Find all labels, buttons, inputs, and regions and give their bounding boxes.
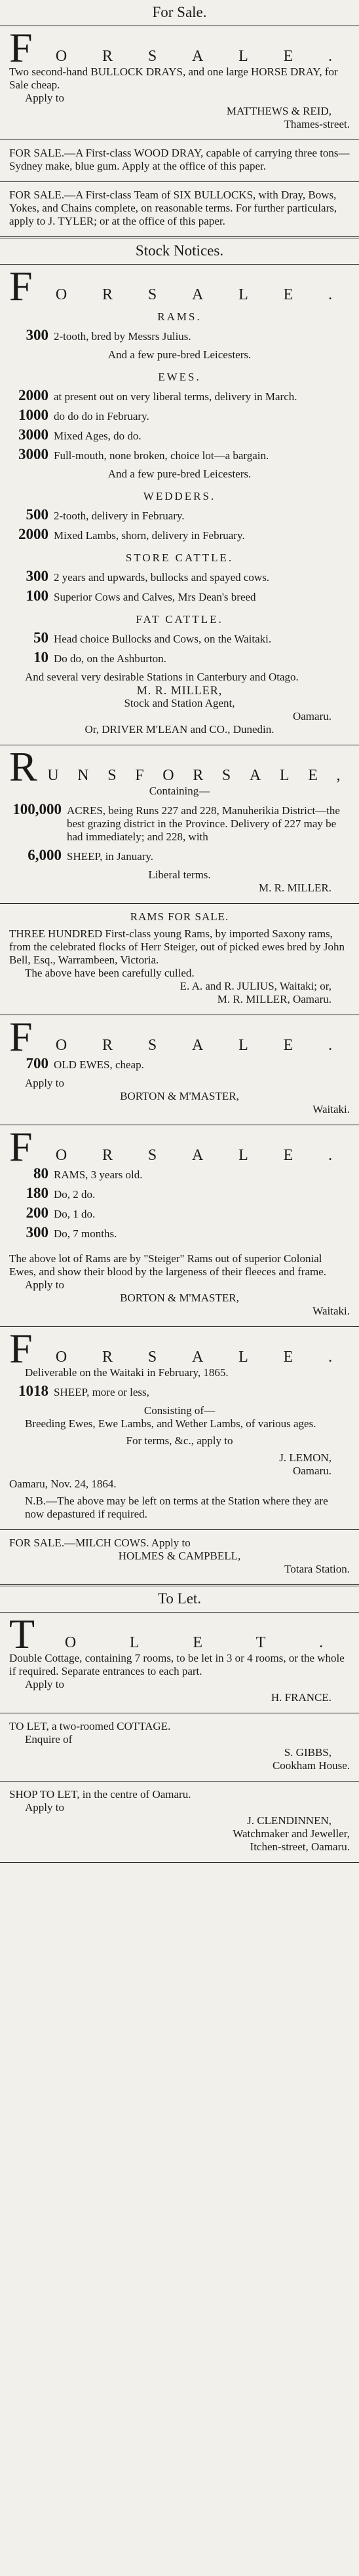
quantity: 180 xyxy=(26,1185,48,1201)
ad-text: Double Cottage, containing 7 rooms, to be let in 3 or 4 rooms, or the whole if required. Separate entrances to each part. xyxy=(9,1652,345,1677)
subheading-fat-cattle: FAT CATTLE. xyxy=(136,613,223,625)
advertiser-name: M. R. MILLER. xyxy=(259,882,331,894)
ad-text: TO LET, a two-roomed COTTAGE. xyxy=(9,1720,171,1732)
description: Superior Cows and Calves, Mrs Dean's breed xyxy=(54,591,256,603)
note: Deliverable on the Waitaki in February, 1865. xyxy=(25,1366,229,1379)
ad-note: N.B.—The above may be left on terms at the Station where they are now depastured if required. xyxy=(25,1495,328,1520)
ad-heading: O R S A L E . xyxy=(55,286,333,303)
note: Liberal terms. xyxy=(148,868,211,881)
ad-rams-borton xyxy=(0,1125,359,1327)
drop-cap: F xyxy=(9,24,33,71)
description: Do, 2 do. xyxy=(54,1188,96,1201)
quantity: 10 xyxy=(33,649,48,665)
advertiser-address: Thames-street. xyxy=(284,118,350,130)
stock-line xyxy=(9,389,350,403)
ad-text: Two second-hand BULLOCK DRAYS, and one large HORSE DRAY, for Sale cheap. xyxy=(9,65,338,91)
stock-line xyxy=(9,448,350,462)
stock-line xyxy=(9,1226,350,1241)
section-header-to-let: To Let. xyxy=(0,1586,359,1613)
stock-line xyxy=(9,631,350,646)
apply-line: Apply to xyxy=(25,1801,64,1814)
description: Do, 1 do. xyxy=(54,1208,96,1220)
apply-line: Apply to xyxy=(25,1279,64,1291)
drop-cap: F xyxy=(9,263,33,309)
ad-heading: O L E T . xyxy=(64,1634,324,1651)
ad-milch-cows xyxy=(0,1530,359,1586)
subheading-rams: RAMS. xyxy=(157,310,202,323)
quantity: 6,000 xyxy=(28,847,62,863)
drop-cap: F xyxy=(9,1123,33,1170)
ad-rams-for-sale xyxy=(0,904,359,1015)
advertiser-name: BORTON & M'MASTER, xyxy=(120,1292,239,1304)
stock-line xyxy=(9,589,350,604)
advertiser-address: Waitaki. xyxy=(312,1103,350,1115)
quantity: 3000 xyxy=(18,426,48,443)
quantity: 2000 xyxy=(18,387,48,403)
description: do do do in February. xyxy=(54,410,149,422)
description: SHEEP, more or less, xyxy=(54,1386,149,1398)
quantity: 500 xyxy=(26,506,48,523)
advertiser-name: HOLMES & CAMPBELL, xyxy=(118,1550,241,1562)
ad-heading: U N S F O R S A L E , xyxy=(47,767,341,784)
description: 2 years and upwards, bullocks and spayed cows. xyxy=(54,571,270,584)
ad-heading: O R S A L E . xyxy=(55,48,333,65)
ad-heading: O R S A L E . xyxy=(55,1147,333,1164)
drop-cap: T xyxy=(9,1611,35,1657)
description: 2-tooth, delivery in February. xyxy=(54,510,185,522)
quantity: 700 xyxy=(26,1055,48,1072)
advertiser-address: Totara Station. xyxy=(284,1563,350,1575)
stock-line xyxy=(9,508,350,523)
description: Mixed Lambs, shorn, delivery in February. xyxy=(54,529,245,542)
stock-line xyxy=(9,1385,350,1399)
advertiser-name: BORTON & M'MASTER, xyxy=(120,1090,239,1102)
quantity: 1018 xyxy=(18,1383,48,1399)
quantity: 100 xyxy=(26,588,48,604)
advertiser-name: S. GIBBS, xyxy=(284,1746,331,1759)
drop-cap: F xyxy=(9,1325,33,1372)
stock-line xyxy=(9,409,350,423)
advertiser-address: Waitaki. xyxy=(312,1305,350,1317)
quantity: 2000 xyxy=(18,526,48,542)
description: RAMS, 3 years old. xyxy=(54,1168,143,1181)
advertiser-town: Oamaru. xyxy=(292,710,331,722)
advertiser-address: Cookham House. xyxy=(272,1759,350,1772)
ad-two-roomed-cottage xyxy=(0,1713,359,1782)
description: OLD EWES, cheap. xyxy=(54,1058,144,1071)
drop-cap: R xyxy=(9,743,37,790)
description: at present out on very liberal terms, delivery in March. xyxy=(54,390,297,403)
quantity: 300 xyxy=(26,568,48,584)
stock-line xyxy=(9,570,350,584)
advertiser-name: H. FRANCE. xyxy=(271,1691,331,1704)
ad-heading: O R S A L E . xyxy=(55,1349,333,1366)
advertiser-town: Oamaru. xyxy=(292,1465,331,1477)
ad-sheep-lemon xyxy=(0,1327,359,1530)
note: Containing— xyxy=(149,785,210,797)
advertiser-title: Stock and Station Agent, xyxy=(124,697,235,709)
advertiser-name: J. CLENDINNEN, xyxy=(247,1814,331,1827)
apply-line: Apply to xyxy=(25,1678,64,1690)
stock-line xyxy=(9,1057,350,1072)
stock-line xyxy=(9,428,350,443)
ad-miller-stock xyxy=(0,265,359,745)
stock-line xyxy=(9,1187,350,1201)
apply-line: Apply to xyxy=(25,1077,64,1089)
ad-text: FOR SALE.—A First-class Team of SIX BULLOCKS, with Dray, Bows, Yokes, and Chains complete, on reasonable terms. For further particulars, apply to J. TYLER; or at the office of this paper. xyxy=(9,189,337,227)
subheading-store-cattle: STORE CATTLE. xyxy=(125,551,234,564)
description: Do do, on the Ashburton. xyxy=(54,652,166,665)
ad-heading: O R S A L E . xyxy=(55,1037,333,1054)
ad-bullock-team xyxy=(0,182,359,238)
quantity: 300 xyxy=(26,327,48,343)
ad-wood-dray xyxy=(0,140,359,182)
note: Consisting of— xyxy=(143,1404,216,1417)
ad-text: THREE HUNDRED First-class young Rams, by imported Saxony rams, from the celebrated flocks of Herr Steiger, out of picked ewes bred by John Bell, Esq., Warrambeen, Victoria. xyxy=(9,927,345,966)
quantity: 200 xyxy=(26,1204,48,1221)
subheading-ewes: EWES. xyxy=(158,371,201,383)
description: 2-tooth, bred by Messrs Julius. xyxy=(54,330,191,343)
quantity: 50 xyxy=(33,629,48,646)
quantity: 3000 xyxy=(18,446,48,462)
ad-text: SHOP TO LET, in the centre of Oamaru. xyxy=(9,1788,191,1801)
note: And a few pure-bred Leicesters. xyxy=(107,348,252,361)
ad-old-ewes xyxy=(0,1015,359,1125)
advertiser-name: M. R. MILLER, Oamaru. xyxy=(217,993,331,1005)
stock-line xyxy=(9,1167,350,1182)
description: Full-mouth, none broken, choice lot—a bargain. xyxy=(54,449,269,462)
section-header-for-sale: For Sale. xyxy=(0,0,359,26)
stock-line xyxy=(9,528,350,542)
stock-line xyxy=(9,803,350,844)
ad-text: FOR SALE.—A First-class WOOD DRAY, capable of carrying three tons—Sydney make, blue gum. Apply at the office of this paper. xyxy=(9,147,350,172)
alternate-agent: Or, DRIVER M'LEAN and CO., Dunedin. xyxy=(85,723,274,736)
ad-bullock-drays xyxy=(0,26,359,140)
description: Do, 7 months. xyxy=(54,1227,117,1240)
quantity: 300 xyxy=(26,1224,48,1241)
note: And several very desirable Stations in Canterbury and Otago. xyxy=(25,671,299,683)
description: Mixed Ages, do do. xyxy=(54,430,142,442)
ad-runs-for-sale xyxy=(0,745,359,904)
note: Breeding Ewes, Ewe Lambs, and Wether Lambs, of various ages. xyxy=(25,1417,316,1430)
advertiser-address: Itchen-street, Oamaru. xyxy=(250,1840,350,1853)
description: Head choice Bullocks and Cows, on the Waitaki. xyxy=(54,633,272,645)
advertiser-name: E. A. and R. JULIUS, Waitaki; or, xyxy=(180,980,331,992)
ad-text: FOR SALE.—MILCH COWS. Apply to xyxy=(9,1537,191,1549)
quantity: 1000 xyxy=(18,407,48,423)
apply-line: For terms, &c., apply to xyxy=(126,1434,233,1447)
advertiser-name: MATTHEWS & REID, xyxy=(226,105,331,117)
note: And a few pure-bred Leicesters. xyxy=(107,468,252,480)
stock-line xyxy=(9,329,350,343)
subheading-wedders: WEDDERS. xyxy=(143,490,216,502)
description: ACRES, being Runs 227 and 228, Manuherikia District—the best grazing district in the Province. Delivery of 227 may be had immediately; and 228, with xyxy=(67,804,340,843)
ad-double-cottage xyxy=(0,1613,359,1713)
ad-heading: RAMS FOR SALE. xyxy=(130,910,229,923)
ad-text: The above lot of Rams are by "Steiger" Rams out of superior Colonial Ewes, and show their blood by the largeness of their fleeces and frame. xyxy=(9,1252,327,1278)
section-header-stock-notices: Stock Notices. xyxy=(0,238,359,265)
quantity: 100,000 xyxy=(12,801,62,817)
advertiser-name: J. LEMON, xyxy=(279,1451,331,1464)
stock-line xyxy=(9,849,350,863)
apply-line: Enquire of xyxy=(25,1733,73,1745)
ad-date: Oamaru, Nov. 24, 1864. xyxy=(9,1478,117,1490)
stock-line xyxy=(9,1206,350,1221)
ad-shop-to-let xyxy=(0,1782,359,1863)
advertiser-trade: Watchmaker and Jeweller, xyxy=(233,1827,350,1840)
advertiser-name: M. R. MILLER, xyxy=(136,684,223,697)
drop-cap: F xyxy=(9,1013,33,1060)
stock-line xyxy=(9,651,350,665)
description: SHEEP, in January. xyxy=(67,850,154,863)
apply-line: Apply to xyxy=(25,92,64,104)
note: The above have been carefully culled. xyxy=(25,967,195,979)
quantity: 80 xyxy=(33,1165,48,1182)
